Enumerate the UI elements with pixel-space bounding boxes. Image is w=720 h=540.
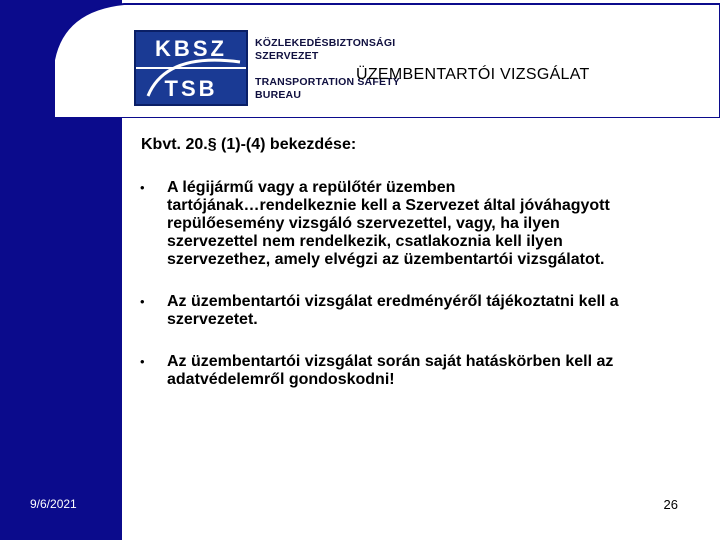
kbsz-logo — [134, 30, 248, 106]
slide-page-number: 26 — [663, 497, 678, 512]
logo-bottom-text: TSB — [164, 76, 218, 101]
bullet-line: szervezettel nem rendelkezik, csatlakoznia kell ilyen — [167, 233, 563, 250]
logo-top-text: KBSZ — [155, 36, 227, 61]
slide-date: 9/6/2021 — [30, 497, 77, 511]
bullet-icon: • — [140, 354, 145, 369]
bullet-line: szervezethez, amely elvégzi az üzembentartói vizsgálatot. — [167, 251, 605, 268]
header-logo-panel — [54, 0, 720, 118]
bullet-line: Az üzembentartói vizsgálat során saját hatáskörben kell az — [167, 353, 614, 370]
bullet-icon: • — [140, 180, 145, 195]
bullet-line: A légijármű vagy a repülőtér üzemben — [167, 179, 456, 196]
org-name-hungarian — [255, 37, 395, 63]
org-name-hu-line: SZERVEZET — [255, 50, 319, 62]
org-name-en-line: TRANSPORTATION SAFETY — [255, 76, 400, 88]
slide-title: ÜZEMBENTARTÓI VIZSGÁLAT — [356, 66, 590, 83]
bullet-list — [140, 179, 700, 413]
bullet-line: tartójának…rendelkeznie kell a Szervezet által jóváhagyott — [167, 197, 610, 214]
bullet-item — [140, 179, 700, 269]
org-name-hu-line: KÖZLEKEDÉSBIZTONSÁGI — [255, 37, 396, 49]
bullet-line: szervezetet. — [167, 311, 258, 328]
bullet-line: Az üzembentartói vizsgálat eredményéről tájékoztatni kell a — [167, 293, 619, 310]
bullet-item — [140, 353, 700, 389]
bullet-icon: • — [140, 294, 145, 309]
bullet-line: adatvédelemről gondoskodni! — [167, 371, 395, 388]
bullet-line: repülőesemény vizsgáló szervezettel, vagy, ha ilyen — [167, 215, 560, 232]
org-name-en-line: BUREAU — [255, 89, 302, 101]
slide-subtitle: Kbvt. 20.§ (1)-(4) bekezdése: — [141, 136, 357, 153]
bullet-item — [140, 293, 700, 329]
